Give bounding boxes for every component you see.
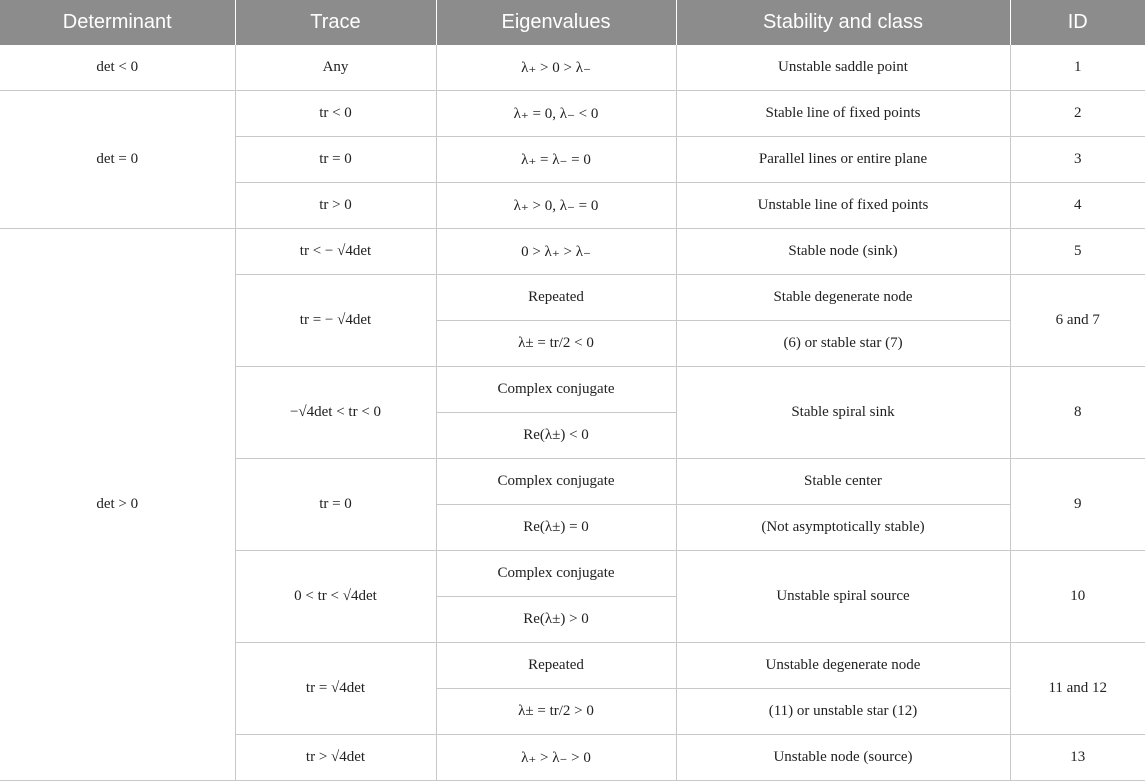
stability-cell: Stable degenerate node [676, 275, 1010, 321]
header-id: ID [1010, 0, 1145, 45]
trace-cell: −√4det < tr < 0 [235, 367, 436, 459]
table-row [0, 91, 1145, 137]
trace-cell: Any [235, 45, 436, 91]
header-determinant: Determinant [0, 0, 235, 45]
determinant-cell: det < 0 [0, 45, 235, 91]
stability-cell: Unstable line of fixed points [676, 183, 1010, 229]
stability-cell: (6) or stable star (7) [676, 321, 1010, 367]
stability-cell: Stable center [676, 459, 1010, 505]
eigenvalue-cell: Complex conjugate [436, 551, 676, 597]
trace-cell: tr = √4det [235, 643, 436, 735]
id-cell: 1 [1010, 45, 1145, 91]
trace-cell: tr = 0 [235, 137, 436, 183]
eigenvalue-cell: λ₊ = λ₋ = 0 [436, 137, 676, 183]
stability-cell: (Not asymptotically stable) [676, 505, 1010, 551]
eigenvalue-cell: Re(λ±) = 0 [436, 505, 676, 551]
table-row [0, 229, 1145, 275]
eigenvalue-cell: 0 > λ₊ > λ₋ [436, 229, 676, 275]
determinant-cell: det > 0 [0, 229, 235, 781]
trace-cell: tr = 0 [235, 459, 436, 551]
eigenvalue-cell: Complex conjugate [436, 459, 676, 505]
id-cell: 5 [1010, 229, 1145, 275]
trace-cell: tr > √4det [235, 735, 436, 781]
stability-cell: Stable node (sink) [676, 229, 1010, 275]
id-cell: 13 [1010, 735, 1145, 781]
trace-cell: 0 < tr < √4det [235, 551, 436, 643]
stability-cell: Unstable degenerate node [676, 643, 1010, 689]
stability-cell: Unstable node (source) [676, 735, 1010, 781]
id-cell: 10 [1010, 551, 1145, 643]
stability-cell: Parallel lines or entire plane [676, 137, 1010, 183]
eigenvalue-cell: λ± = tr/2 > 0 [436, 689, 676, 735]
header-eigenvalues: Eigenvalues [436, 0, 676, 45]
eigenvalue-cell: Re(λ±) > 0 [436, 597, 676, 643]
stability-cell: Stable line of fixed points [676, 91, 1010, 137]
trace-cell: tr < − √4det [235, 229, 436, 275]
table-row [0, 45, 1145, 91]
eigenvalue-cell: λ₊ = 0, λ₋ < 0 [436, 91, 676, 137]
eigenvalue-cell: λ₊ > 0 > λ₋ [436, 45, 676, 91]
id-cell: 11 and 12 [1010, 643, 1145, 735]
eigenvalue-cell: Repeated [436, 275, 676, 321]
header-trace: Trace [235, 0, 436, 45]
header-stability: Stability and class [676, 0, 1010, 45]
eigenvalue-cell: λ₊ > 0, λ₋ = 0 [436, 183, 676, 229]
eigenvalue-cell: λ₊ > λ₋ > 0 [436, 735, 676, 781]
eigenvalue-cell: λ± = tr/2 < 0 [436, 321, 676, 367]
stability-cell: (11) or unstable star (12) [676, 689, 1010, 735]
id-cell: 9 [1010, 459, 1145, 551]
trace-cell: tr < 0 [235, 91, 436, 137]
trace-cell: tr > 0 [235, 183, 436, 229]
header-row [0, 0, 1145, 45]
stability-cell: Unstable saddle point [676, 45, 1010, 91]
determinant-cell: det = 0 [0, 91, 235, 229]
trace-cell: tr = − √4det [235, 275, 436, 367]
id-cell: 2 [1010, 91, 1145, 137]
eigenvalue-cell: Repeated [436, 643, 676, 689]
eigenvalue-cell: Complex conjugate [436, 367, 676, 413]
stability-cell: Unstable spiral source [676, 551, 1010, 643]
eigenvalue-cell: Re(λ±) < 0 [436, 413, 676, 459]
id-cell: 4 [1010, 183, 1145, 229]
id-cell: 6 and 7 [1010, 275, 1145, 367]
id-cell: 3 [1010, 137, 1145, 183]
stability-cell: Stable spiral sink [676, 367, 1010, 459]
id-cell: 8 [1010, 367, 1145, 459]
